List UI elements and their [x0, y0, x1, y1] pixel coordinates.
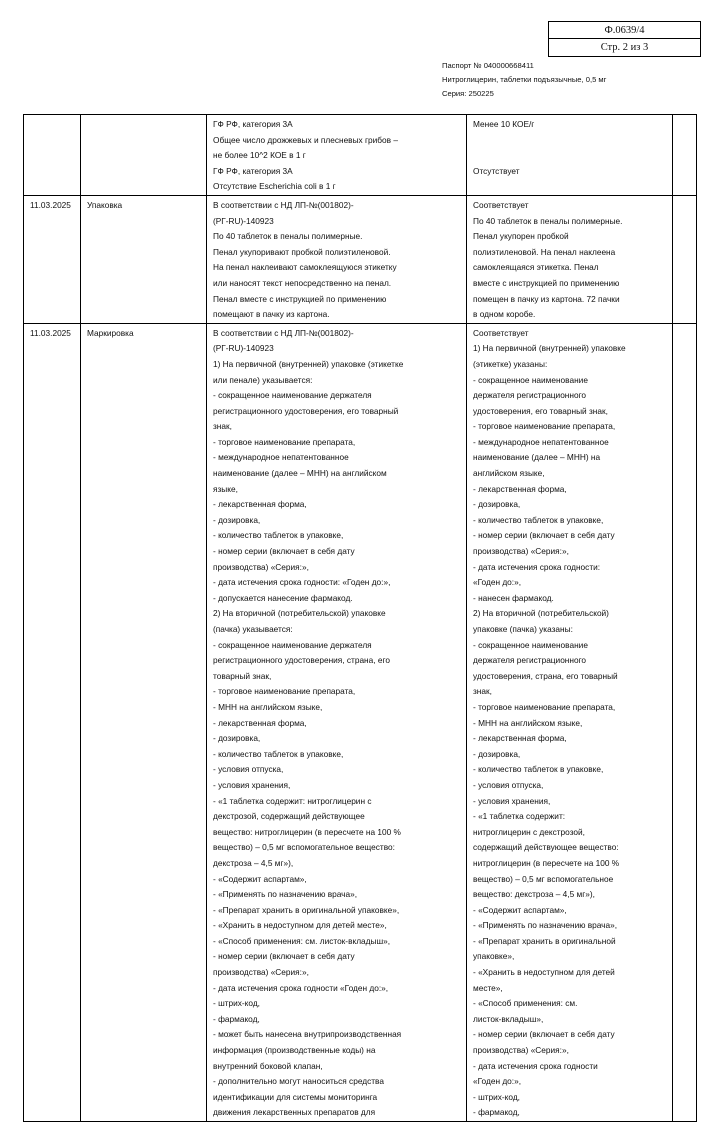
text-line: наименование (далее – МНН) на английском [213, 468, 387, 479]
text-line: помещают в пачку из картона. [213, 309, 330, 320]
text-line: помещен в пачку из картона. 72 пачки [473, 293, 620, 304]
text-line: - торговое наименование препарата, [213, 686, 356, 697]
text-line: или наносят текст непосредственно на пенал. [213, 277, 392, 288]
text-line: - фармакод, [213, 1013, 260, 1024]
text-line: - штрих-код, [473, 1091, 520, 1102]
text-line: Пенал укупоривают пробкой полиэтиленовой. [213, 246, 391, 257]
text-line [473, 179, 668, 195]
text-line: - количество таблеток в упаковке, [213, 530, 344, 541]
text-line: движения лекарственных препаратов для [213, 1107, 376, 1118]
text-line: - лекарственная форма, [473, 733, 567, 744]
text-line: держателя регистрационного [473, 390, 587, 401]
text-line: - допускается нанесение фармакод. [213, 592, 353, 603]
text-line: - «Содержит аспартам», [473, 904, 567, 915]
test-name-cell: Упаковка [81, 195, 207, 323]
text-line: - количество таблеток в упаковке, [213, 748, 344, 759]
text-line: (этикетке) указаны: [473, 358, 548, 369]
text-line: - фармакод, [473, 1107, 520, 1118]
text-line: 1) На первичной (внутренней) упаковке (этикетке [213, 358, 404, 369]
text-line: - «1 таблетка содержит: [473, 811, 566, 822]
text-line: - сокращенное наименование [473, 639, 588, 650]
text-line [473, 148, 668, 164]
series-number: Серия: 250225 [442, 89, 494, 98]
text-line: - торговое наименование препарата, [473, 421, 616, 432]
text-line: нитроглицерин с декстрозой, [473, 826, 585, 837]
text-line: производства) «Серия:», [213, 967, 309, 978]
empty-cell [673, 323, 697, 1121]
text-line: - лекарственная форма, [473, 483, 567, 494]
passport-number: Паспорт № 040000668411 [442, 61, 534, 70]
text-line: месте», [473, 982, 503, 993]
text-line: листок-вкладыш», [473, 1013, 544, 1024]
text-line: - международное непатентованное [473, 436, 609, 447]
form-code-box [548, 21, 701, 57]
text-line: внутренний боковой клапан, [213, 1060, 323, 1071]
test-name-cell [81, 115, 207, 196]
text-line: - дозировка, [473, 499, 521, 510]
text-line: - может быть нанесена внутрипроизводственная [213, 1029, 402, 1040]
text-line: знак, [213, 421, 232, 432]
text-line: - МНН на английском языке, [213, 701, 323, 712]
text-line: «Годен до:», [473, 577, 522, 588]
text-line: производства) «Серия:», [473, 546, 569, 557]
text-line: - «1 таблетка содержит: нитроглицерин с [213, 795, 372, 806]
text-line: регистрационного удостоверения, страна, его [213, 655, 390, 666]
text-line: - «Препарат хранить в оригинальной [473, 935, 616, 946]
empty-cell [673, 115, 697, 196]
text-line: упаковке», [473, 951, 515, 962]
text-line: самоклеящаяся этикетка. Пенал [473, 262, 599, 273]
text-line: вещество) – 0,5 мг вспомогательное [473, 873, 614, 884]
text-line: товарный знак, [213, 670, 272, 681]
text-line: - «Препарат хранить в оригинальной упаковке», [213, 904, 400, 915]
text-line: или пенале) указывается: [213, 374, 313, 385]
empty-cell [673, 195, 697, 323]
text-line: (пачка) указывается: [213, 624, 293, 634]
date-cell: 11.03.2025 [24, 323, 81, 1121]
text-line: - «Применять по назначению врача», [213, 889, 358, 900]
text-line: - международное непатентованное [213, 452, 349, 463]
text-line: - «Хранить в недоступном для детей месте», [213, 920, 387, 931]
text-line: Общее число дрожжевых и плесневых грибов – [213, 134, 398, 145]
text-line: - условия хранения, [213, 779, 291, 790]
text-line: По 40 таблеток в пеналы полимерные. [473, 215, 623, 226]
text-line: держателя регистрационного [473, 655, 587, 666]
text-line: - дата истечения срока годности: [473, 561, 601, 572]
text-line: вместе с инструкцией по применению [473, 277, 620, 288]
product-name: Нитроглицерин, таблетки подъязычные, 0,5 мг [442, 75, 607, 84]
text-line: - «Способ применения: см. [473, 998, 578, 1009]
text-line: в одном коробе. [473, 309, 536, 320]
text-line: нитроглицерин (в пересчете на 100 % [473, 857, 620, 868]
text-line: идентификации для системы мониторинга [213, 1091, 378, 1102]
text-line: - «Хранить в недоступном для детей [473, 967, 615, 978]
text-line: Отсутствует [473, 165, 520, 176]
text-line: упаковке (пачка) указаны: [473, 624, 573, 634]
text-line: - дозировка, [473, 748, 521, 759]
text-line: вещество: нитроглицерин (в пересчете на 100 % [213, 826, 401, 837]
result-cell [467, 323, 673, 1121]
text-line: - дата истечения срока годности [473, 1060, 598, 1071]
requirement-cell [207, 115, 467, 196]
text-line: По 40 таблеток в пеналы полимерные. [213, 231, 363, 242]
text-line: удостоверения, его товарный знак, [473, 405, 608, 416]
page-number: Стр. 2 из 3 [600, 42, 649, 53]
text-line: производства) «Серия:», [473, 1045, 569, 1056]
form-code: Ф.0639/4 [549, 22, 700, 39]
passport-header [442, 59, 606, 101]
text-line: - номер серии (включает в себя дату [473, 530, 615, 541]
result-cell [467, 115, 673, 196]
text-line: - торговое наименование препарата, [473, 701, 616, 712]
text-line: (РГ-RU)-140923 [213, 215, 274, 226]
text-line: - нанесен фармакод. [473, 592, 554, 603]
text-line: ГФ РФ, категория 3А [213, 119, 293, 129]
text-line: - условия отпуска, [213, 764, 284, 775]
text-line: 2) На вторичной (потребительской) [473, 608, 609, 619]
text-line: английском языке, [473, 468, 545, 479]
text-line: наименование (далее – МНН) на [473, 452, 601, 463]
text-line: полиэтиленовой. На пенал наклеена [473, 246, 616, 257]
text-line: содержащий действующее вещество: [473, 842, 619, 853]
text-line: - штрих-код, [213, 998, 260, 1009]
text-line: производства) «Серия:», [213, 561, 309, 572]
text-line: - лекарственная форма, [213, 717, 307, 728]
text-line: - условия отпуска, [473, 779, 544, 790]
text-line: информация (производственные коды) на [213, 1045, 376, 1056]
test-results-table [23, 114, 697, 1122]
date-cell: 11.03.2025 [24, 195, 81, 323]
text-line: 2) На вторичной (потребительской) упаковке [213, 608, 386, 619]
text-line: не более 10^2 КОЕ в 1 г [213, 150, 306, 161]
text-line: Отсутствие Escherichia coli в 1 г [213, 181, 336, 192]
text-line: удостоверения, страна, его товарный [473, 670, 618, 681]
text-line: - дозировка, [213, 514, 261, 525]
text-line: Пенал вместе с инструкцией по применению [213, 293, 387, 304]
text-line: - номер серии (включает в себя дату [473, 1029, 615, 1040]
text-line: - МНН на английском языке, [473, 717, 583, 728]
text-line: - дозировка, [213, 733, 261, 744]
text-line: вещество) – 0,5 мг вспомогательное вещество: [213, 842, 395, 853]
text-line: - дата истечения срока годности: «Годен до:», [213, 577, 391, 588]
text-line: В соответствии с НД ЛП-№(001802)- [213, 327, 354, 338]
text-line: - количество таблеток в упаковке, [473, 764, 604, 775]
text-line: - лекарственная форма, [213, 499, 307, 510]
requirement-cell [207, 323, 467, 1121]
text-line: ГФ РФ, категория 3А [213, 165, 293, 176]
text-line [473, 133, 668, 149]
text-line: - дата истечения срока годности «Годен до:», [213, 982, 389, 993]
text-line: Соответствует [473, 327, 529, 338]
text-line: На пенал наклеивают самоклеящуюся этикетку [213, 262, 397, 273]
text-line: (РГ-RU)-140923 [213, 343, 274, 354]
result-cell [467, 195, 673, 323]
text-line: - дополнительно могут наноситься средства [213, 1076, 384, 1087]
text-line: - «Применять по назначению врача», [473, 920, 618, 931]
text-line: знак, [473, 686, 492, 697]
text-line: - «Способ применения: см. листок-вкладыш», [213, 935, 391, 946]
text-line: - количество таблеток в упаковке, [473, 514, 604, 525]
text-line: - сокращенное наименование держателя [213, 390, 372, 401]
text-line: - номер серии (включает в себя дату [213, 546, 355, 557]
text-line: «Годен до:», [473, 1076, 522, 1087]
test-name-cell: Маркировка [81, 323, 207, 1121]
text-line: - сокращенное наименование держателя [213, 639, 372, 650]
text-line: декстроза – 4,5 мг»), [213, 857, 294, 868]
text-line: - «Содержит аспартам», [213, 873, 307, 884]
text-line: - номер серии (включает в себя дату [213, 951, 355, 962]
text-line: Менее 10 КОЕ/г [473, 119, 535, 129]
text-line: декстрозой, содержащий действующее [213, 811, 365, 822]
requirement-cell [207, 195, 467, 323]
text-line: В соответствии с НД ЛП-№(001802)- [213, 199, 354, 210]
text-line: - условия хранения, [473, 795, 551, 806]
text-line: Соответствует [473, 199, 529, 210]
text-line: - сокращенное наименование [473, 374, 588, 385]
text-line: регистрационного удостоверения, его товарный [213, 405, 399, 416]
date-cell [24, 115, 81, 196]
text-line: Пенал укупорен пробкой [473, 231, 569, 242]
text-line: вещество: декстроза – 4,5 мг»), [473, 889, 595, 900]
table-row [24, 115, 697, 196]
text-line: - торговое наименование препарата, [213, 436, 356, 447]
text-line: языке, [213, 483, 238, 494]
text-line: 1) На первичной (внутренней) упаковке [473, 343, 626, 354]
table-row [24, 323, 697, 1121]
table-row [24, 195, 697, 323]
